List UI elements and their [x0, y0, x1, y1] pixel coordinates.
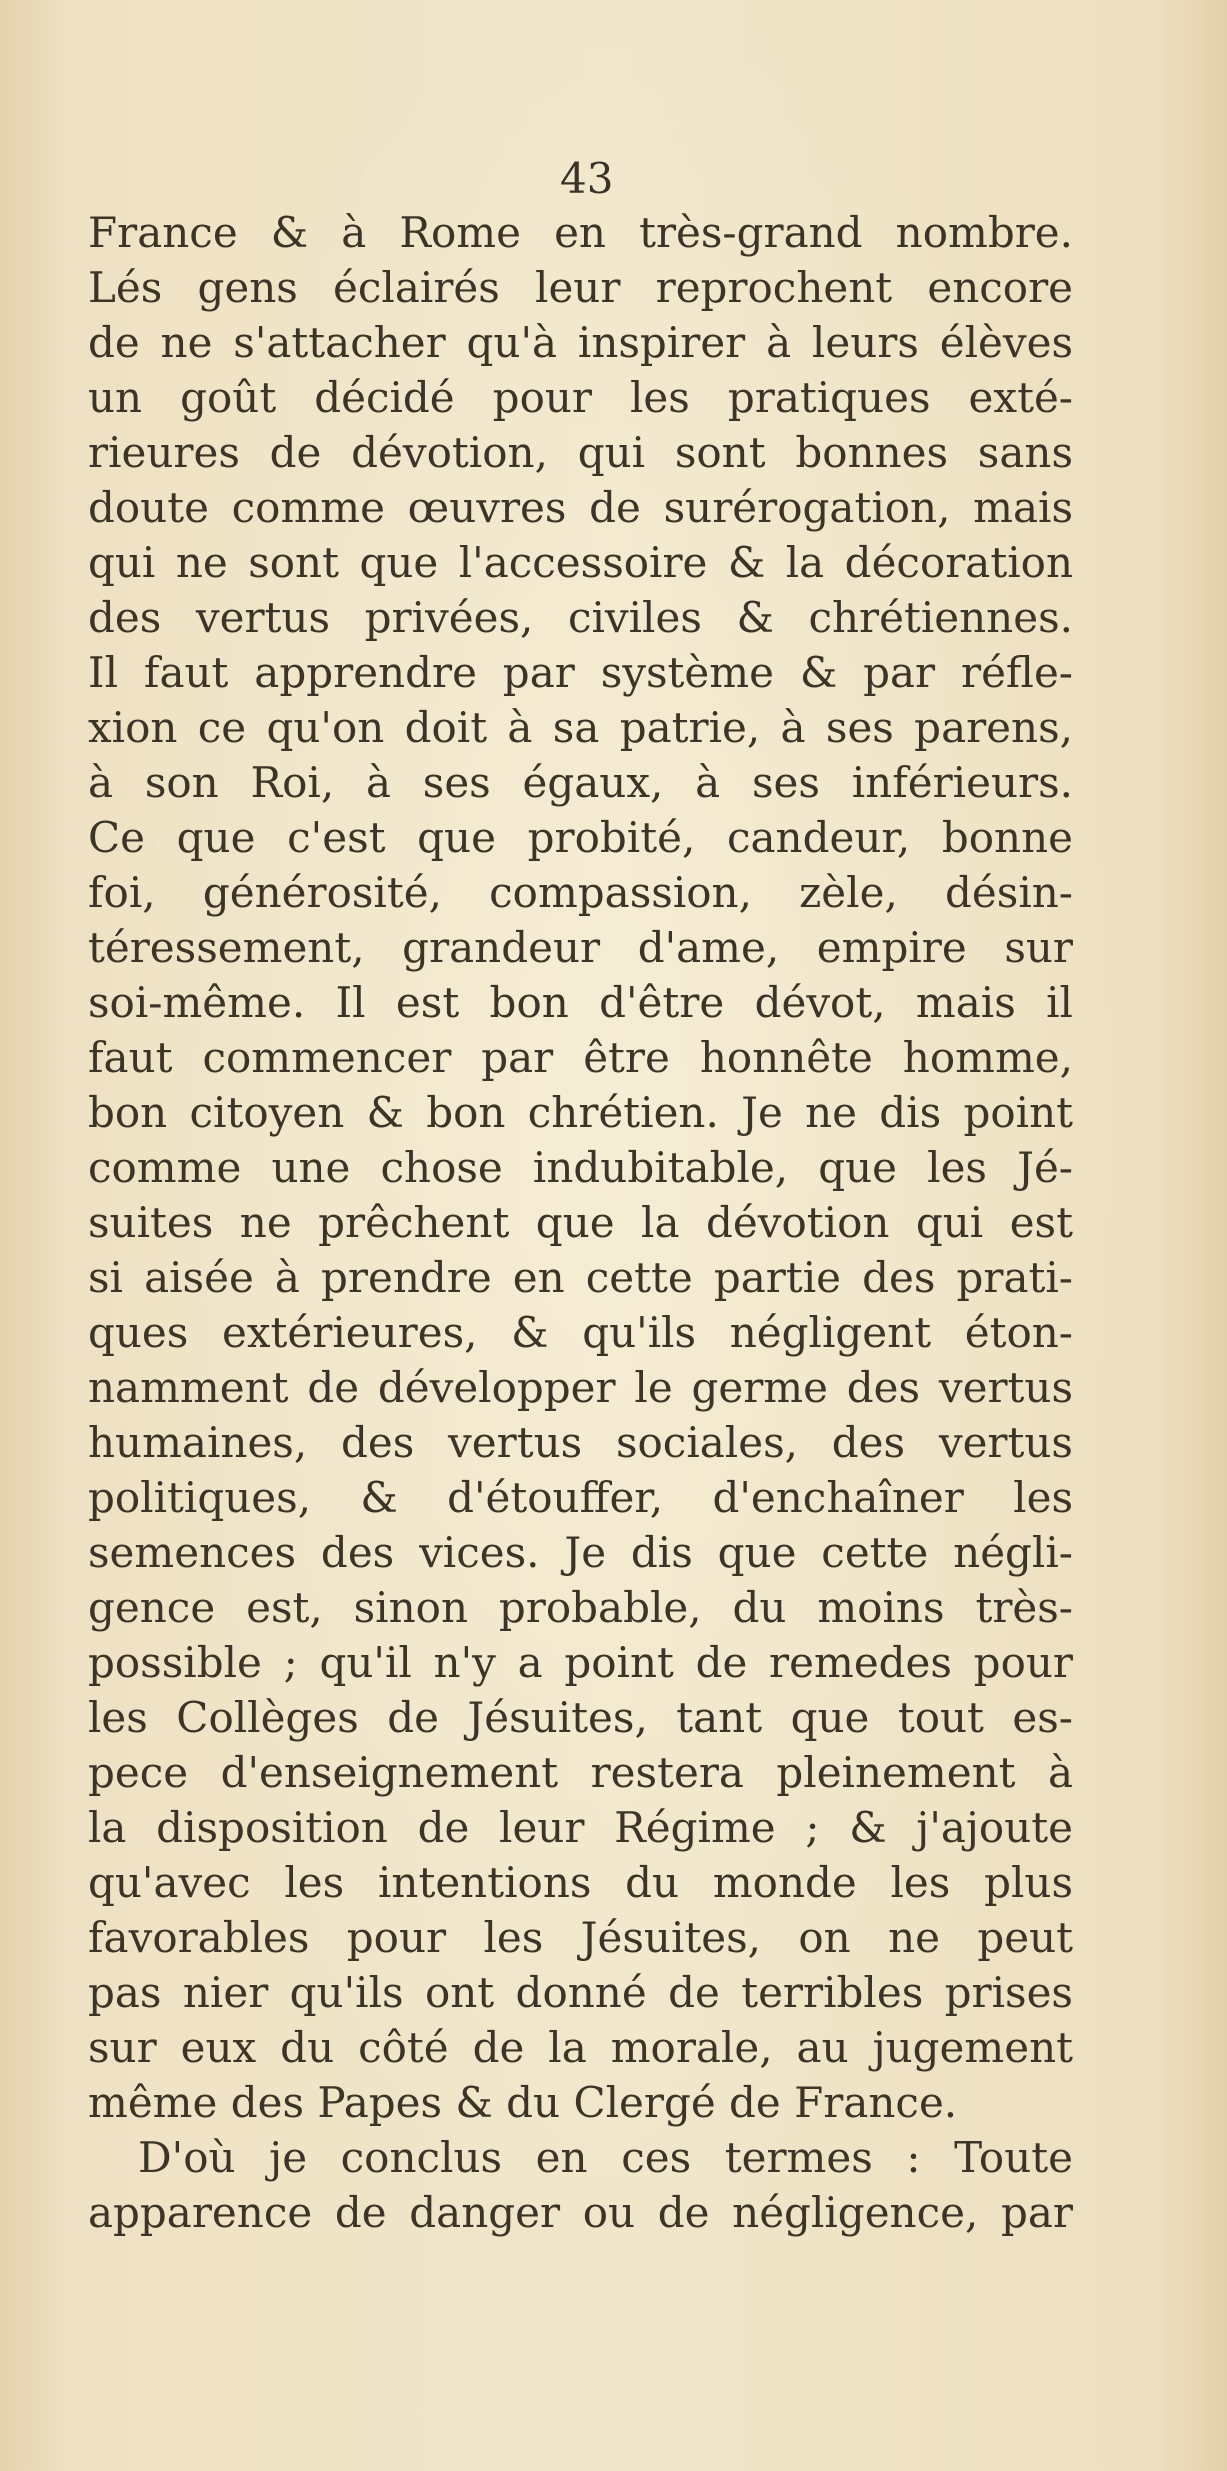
text-line: Ce que c'est que probité, candeur, bonne — [88, 813, 1073, 862]
text-line: de ne s'attacher qu'à inspirer à leurs élèves — [88, 318, 1073, 367]
text-line: pas nier qu'ils ont donné de terribles prises — [88, 1968, 1073, 2017]
text-line: pece d'enseignement restera pleinement à — [88, 1748, 1073, 1797]
text-line: humaines, des vertus sociales, des vertus — [88, 1418, 1073, 1467]
text-line: les Collèges de Jésuites, tant que tout es- — [88, 1693, 1073, 1742]
text-line: xion ce qu'on doit à sa patrie, à ses parens, — [88, 703, 1073, 752]
text-line: sur eux du côté de la morale, au jugement — [88, 2023, 1073, 2072]
text-line: foi, générosité, compassion, zèle, désin- — [88, 868, 1073, 917]
text-line: comme une chose indubitable, que les Jé- — [88, 1143, 1073, 1192]
text-line: la disposition de leur Régime ; & j'ajoute — [88, 1803, 1073, 1852]
text-line: Lés gens éclairés leur reprochent encore — [88, 263, 1073, 312]
text-line: namment de développer le germe des vertus — [88, 1363, 1073, 1412]
text-line: Il faut apprendre par système & par réfle- — [88, 648, 1073, 697]
page-number: 43 — [560, 154, 614, 203]
text-line: apparence de danger ou de négligence, par — [88, 2188, 1073, 2237]
text-line: soi-même. Il est bon d'être dévot, mais il — [88, 978, 1073, 1027]
text-line: France & à Rome en très-grand nombre. — [88, 208, 1073, 257]
text-line: rieures de dévotion, qui sont bonnes sans — [88, 428, 1073, 477]
text-line: faut commencer par être honnête homme, — [88, 1033, 1073, 1082]
text-line: possible ; qu'il n'y a point de remedes pour — [88, 1638, 1073, 1687]
text-line: à son Roi, à ses égaux, à ses inférieurs. — [88, 758, 1073, 807]
body-text — [88, 205, 1073, 2240]
text-line: gence est, sinon probable, du moins très- — [88, 1583, 1073, 1632]
text-line: téressement, grandeur d'ame, empire sur — [88, 923, 1073, 972]
text-line: politiques, & d'étouffer, d'enchaîner les — [88, 1473, 1073, 1522]
text-line: bon citoyen & bon chrétien. Je ne dis point — [88, 1088, 1073, 1137]
text-line: si aisée à prendre en cette partie des prati- — [88, 1253, 1073, 1302]
text-line: ques extérieures, & qu'ils négligent éton- — [88, 1308, 1073, 1357]
text-line: doute comme œuvres de surérogation, mais — [88, 483, 1073, 532]
text-line: un goût décidé pour les pratiques exté- — [88, 373, 1073, 422]
text-line: suites ne prêchent que la dévotion qui est — [88, 1198, 1073, 1247]
text-line: D'où je conclus en ces termes : Toute — [138, 2133, 1073, 2182]
text-line: même des Papes & du Clergé de France. — [88, 2078, 958, 2127]
text-line: favorables pour les Jésuites, on ne peut — [88, 1913, 1073, 1962]
text-line: qui ne sont que l'accessoire & la décoration — [88, 538, 1073, 587]
text-line: semences des vices. Je dis que cette négli- — [88, 1528, 1073, 1577]
text-line: des vertus privées, civiles & chrétiennes. — [88, 593, 1073, 642]
text-line: qu'avec les intentions du monde les plus — [88, 1858, 1073, 1907]
